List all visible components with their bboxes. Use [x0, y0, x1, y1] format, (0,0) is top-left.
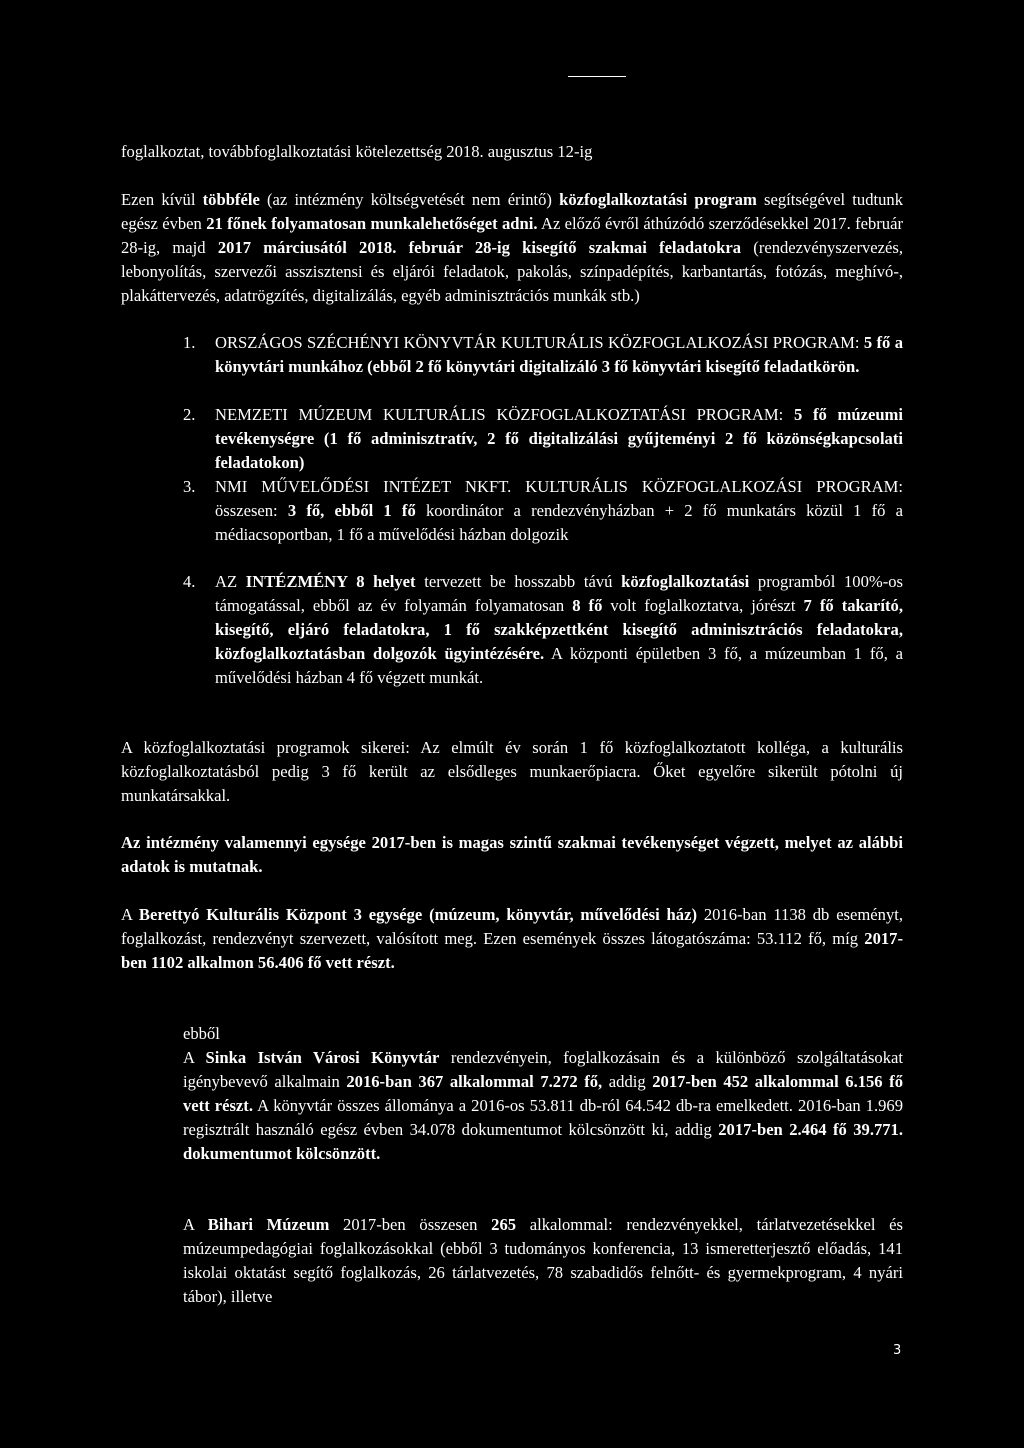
header-rule	[568, 76, 626, 77]
paragraph-cultural-center-stats: A Berettyó Kulturális Központ 3 egysége (múzeum, könyvtár, művelődési ház) 2016-ban 1138 db eseményt, foglalkozást, rendezvényt szervezett, valósított meg. Ezen események összes látogatószáma: 53.112 fő, míg 2017-ben 1102 alkalmon 56.406 fő vett részt.	[121, 905, 904, 972]
paragraph-employment-obligation: foglalkoztat, továbbfoglalkoztatási kötelezettség 2018. augusztus 12-ig	[121, 142, 593, 161]
page-number: 3	[893, 1343, 902, 1358]
list-item-number: 4.	[183, 572, 196, 591]
list-item: 4. AZ INTÉZMÉNY 8 helyet tervezett be hosszabb távú közfoglalkoztatási programból 100%-os támogatással, ebből az év folyamán folyamatosan 8 fő volt foglalkoztatva, jórészt 7 fő takarító, kisegítő, eljáró feladatokra, 1 fő szakképzettként kisegítő adminisztrációs feladatokra, közfoglalkoztatásban dolgozók ügyintézésére. A központi épületben 3 fő, a múzeumban 1 fő, a művelődési házban 4 fő végzett munkát.	[183, 572, 903, 687]
paragraph-museum-stats: A Bihari Múzeum 2017-ben összesen 265 alkalommal: rendezvényekkel, tárlatvezetésekkel és múzeumpedagógiai foglalkozásokkal (ebből 3 tudományos konferencia, 13 ismeretterjesztő előadás, 141 iskolai oktatást segítő foglalkozás, 26 tárlatvezetés, 78 szabadidős felnőtt- és gyermekprogram, 4 nyári tábor), illetve	[183, 1215, 904, 1306]
list-item: 2. NEMZETI MÚZEUM KULTURÁLIS KÖZFOGLALKOZTATÁSI PROGRAM: 5 fő múzeumi tevékenységre (1 fő adminisztratív, 2 fő digitalizálási gyűjteményi 2 fő közönségkapcsolati feladatokon)	[183, 405, 903, 472]
paragraph-program-successes: A közfoglalkoztatási programok sikerei: Az elmúlt év során 1 fő közfoglalkoztatott kolléga, a kulturális közfoglalkoztatásból pedig 3 fő került az elsődleges munkaerőpiacra. Őket egyelőre sikerült pótolni új munkatársakkal.	[121, 738, 903, 805]
paragraph-public-work-program: Ezen kívül többféle (az intézmény költségvetését nem érintő) közfoglalkoztatási program segítségével tudtunk egész évben 21 főnek folyamatosan munkalehetőséget adni. Az előző évről áthúzódó szerződésekkel 2017. február 28-ig, majd 2017 márciusától 2018. február 28-ig kisegítő szakmai feladatokra (rendezvényszervezés, lebonyolítás, szervezői asszisztensi és eljárói feladatok, pakolás, színpadépítés, karbantartás, fotózás, meghívó-, plakáttervezés, adatrögzítés, digitalizálás, egyéb adminisztrációs munkák stb.)	[121, 190, 904, 305]
list-item-number: 1.	[183, 333, 196, 352]
paragraph-institution-summary: Az intézmény valamennyi egysége 2017-ben is magas szintű szakmai tevékenységet végzett, melyet az alábbi adatok is mutatnak.	[121, 833, 903, 876]
list-item-number: 3.	[183, 477, 196, 496]
list-item: 3. NMI MŰVELŐDÉSI INTÉZET NKFT. KULTURÁLIS KÖZFOGLALKOZÁSI PROGRAM: összesen: 3 fő, ebből 1 fő koordinátor a rendezvényházban + 2 fő munkatárs közül 1 fő a médiacsoportban, 1 fő a művelődési házban dolgozik	[183, 477, 904, 544]
list-item: 1. ORSZÁGOS SZÉCHÉNYI KÖNYVTÁR KULTURÁLIS KÖZFOGLALKOZÁSI PROGRAM: 5 fő a könyvtári munkához (ebből 2 fő könyvtári digitalizáló 3 fő könyvtári kisegítő feladatkörön.	[183, 333, 903, 376]
list-item-number: 2.	[183, 405, 196, 424]
paragraph-ebbol: ebből	[183, 1024, 220, 1043]
paragraph-library-stats: A Sinka István Városi Könyvtár rendezvényein, foglalkozásain és a különböző szolgáltatásokat igénybevevő alkalmain 2016-ban 367 alkalommal 7.272 fő, addig 2017-ben 452 alkalommal 6.156 fő vett részt. A könyvtár összes állománya a 2016-os 53.811 db-ról 64.542 db-ra emelkedett. 2016-ban 1.969 regisztrált használó egész évben 34.078 dokumentumot kölcsönzött ki, addig 2017-ben 2.464 fő 39.771. dokumentumot kölcsönzött.	[183, 1048, 904, 1163]
